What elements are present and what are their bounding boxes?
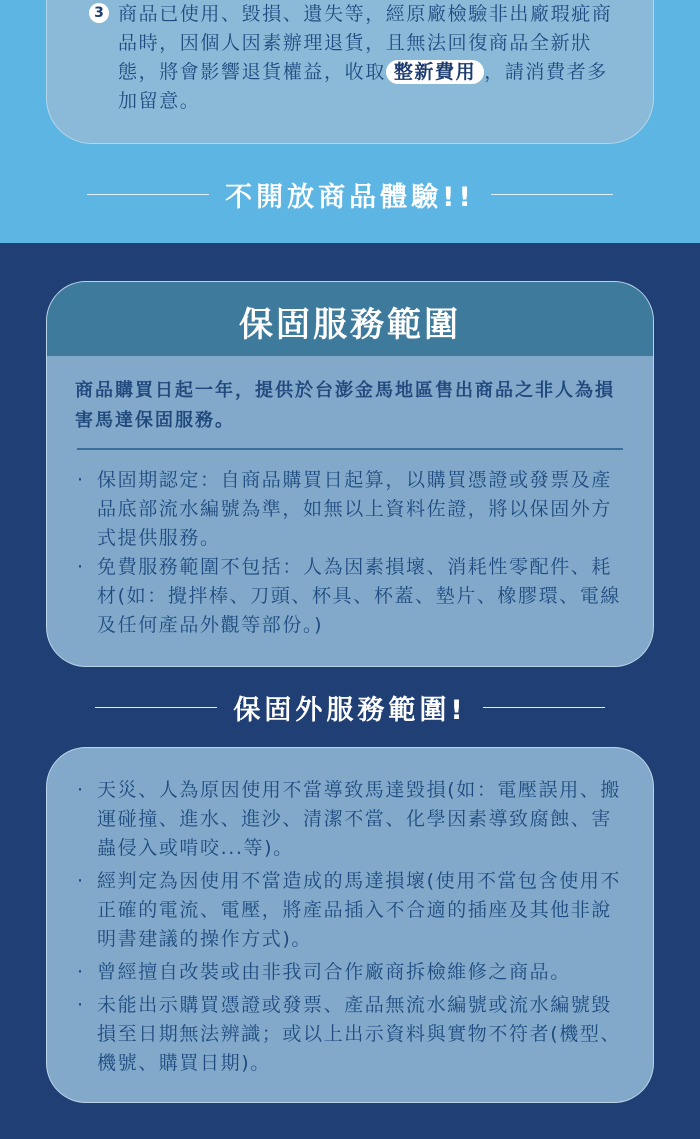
divider-line-left [87, 194, 209, 196]
item-number-badge: 3 [89, 3, 109, 23]
warranty-scope-card [46, 281, 654, 667]
list-item: · 免費服務範圍不包括：人為因素損壞、消耗性零配件、耗材(如：攪拌棒、刀頭、杯具、杯蓋、墊片、橡膠環、電線及任何產品外觀等部份。) [77, 553, 627, 640]
return-notice-text-part1: 商品已使用、毀損、遺失等，經原廠檢驗非出廠瑕疵商品時，因個人因素辦理退貨，且無法回復商品全新狀態，將會影響退貨權益，收取 [118, 3, 613, 83]
list-item: · 未能出示購買憑證或發票、產品無流水編號或流水編號毀損至日期無法辨識；或以上出示資料與實物不符者(機型、機號、購買日期)。 [77, 991, 627, 1078]
warranty-scope-lead: 商品購買日起一年，提供於台澎金馬地區售出商品之非人為損害馬達保固服務。 [75, 380, 615, 431]
list-item: · 天災、人為原因使用不當導致馬達毀損(如：電壓誤用、搬運碰撞、進水、進沙、清潔不當、化學因素導致腐蝕、害蟲侵入或啃咬...等)。 [77, 776, 627, 863]
no-trial-banner [0, 175, 700, 214]
out-of-warranty-list [47, 748, 653, 1078]
warranty-scope-title: 保固服務範圍 [47, 282, 653, 356]
return-notice-text [118, 0, 618, 116]
no-trial-heading: 不開放商品體驗!! [225, 182, 475, 213]
divider-line-right [483, 707, 605, 709]
out-of-warranty-card [46, 747, 654, 1103]
out-of-warranty-banner [0, 688, 700, 727]
return-notice-text-part2: ，請消費者多加留意。 [118, 61, 608, 112]
top-section [0, 0, 700, 243]
out-of-warranty-heading: 保固外服務範圍! [233, 695, 467, 726]
divider-line-right [491, 194, 613, 196]
divider-line-left [95, 707, 217, 709]
list-item: · 經判定為因使用不當造成的馬達損壞(使用不當包含使用不正確的電流、電壓，將產品插入不合適的插座及其他非說明書建議的操作方式)。 [77, 867, 627, 954]
list-item: · 保固期認定：自商品購買日起算，以購買憑證或發票及產品底部流水編號為準，如無以上資料佐證，將以保固外方式提供服務。 [77, 466, 627, 553]
warranty-scope-list [47, 450, 653, 640]
list-item: · 曾經擅自改裝或由非我司合作廠商拆檢維修之商品。 [77, 958, 627, 987]
refurbish-fee-highlight: 整新費用 [386, 60, 484, 84]
